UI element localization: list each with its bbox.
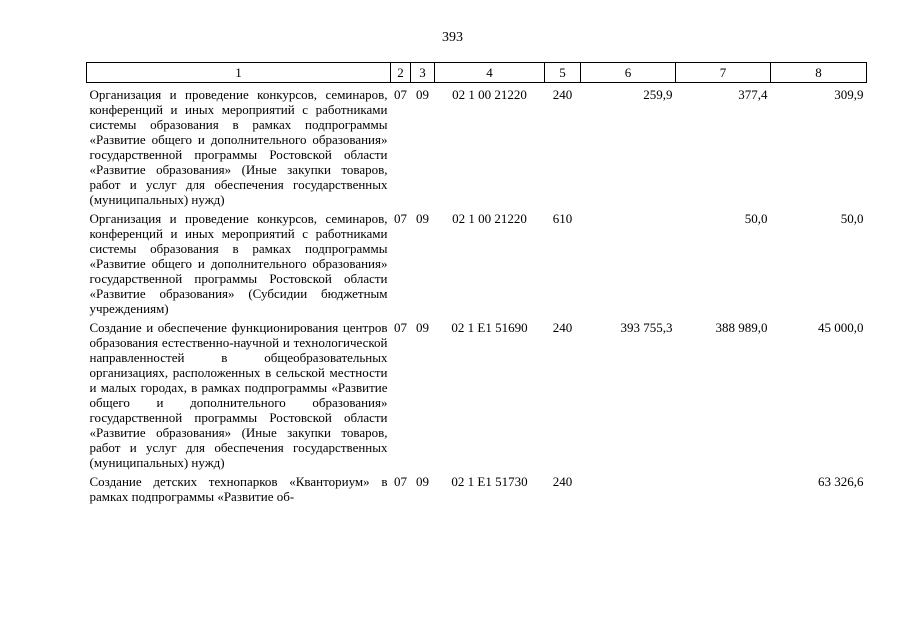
page-number: 393 [442,30,463,45]
table-row [87,316,867,470]
row-expense-type: 240 [552,474,573,489]
row-amount-col8: 63 326,6 [818,474,864,489]
column-header: 7 [676,63,771,83]
row-amount-col8: 45 000,0 [818,320,864,335]
column-header: 4 [435,63,545,83]
row-subsection: 09 [416,211,429,226]
row-amount-col7: 377,4 [738,87,768,102]
row-section: 07 [394,87,407,102]
row-amount-col6 [581,207,676,316]
column-header: 2 [391,63,411,83]
table-row [87,207,867,316]
row-expense-type: 610 [552,211,573,226]
row-target-article: 02 1 E1 51690 [451,320,528,335]
row-target-article: 02 1 E1 51730 [451,474,528,489]
row-subsection: 09 [416,474,429,489]
row-subsection: 09 [416,320,429,335]
budget-table [86,62,867,504]
row-section: 07 [394,211,407,226]
row-amount-col7: 388 989,0 [715,320,768,335]
row-description: Создание и обеспечение функционирования центров образования естественно-научной и технологической направленностей в общеобразовательных организациях, расположенных в сельской местности и малых городах, в рамках подпрограммы «Развитие общего и дополнительного образования» государственной программы Ростовской области «Развитие образования» (Иные закупки товаров, работ и услуг для обеспечения государственных (муниципальных) нужд) [89,320,388,470]
row-amount-col7 [676,470,771,504]
column-header: 6 [581,63,676,83]
row-target-article: 02 1 00 21220 [452,87,527,102]
row-expense-type: 240 [552,87,573,102]
row-amount-col8: 50,0 [840,211,864,226]
row-description: Организация и проведение конкурсов, семинаров, конференций и иных мероприятий с работниками системы образования в рамках подпрограммы «Развитие общего и дополнительного образования» государственной программы Ростовской области «Развитие образования» (Иные закупки товаров, работ и услуг для обеспечения государственных (муниципальных) нужд) [89,87,388,207]
row-amount-col6: 259,9 [643,87,673,102]
row-target-article: 02 1 00 21220 [452,211,527,226]
row-section: 07 [394,320,407,335]
table-row [87,470,867,504]
row-description: Организация и проведение конкурсов, семинаров, конференций и иных мероприятий с работниками системы образования в рамках подпрограммы «Развитие общего и дополнительного образования» государственной программы Ростовской области «Развитие образования» (Субсидии бюджетным учреждениям) [89,211,388,316]
column-header: 5 [545,63,581,83]
row-description: Создание детских технопарков «Кванториум» в рамках подпрограммы «Развитие об- [89,474,388,504]
table-header-row [87,63,867,83]
row-amount-col7: 50,0 [744,211,768,226]
row-amount-col8: 309,9 [834,87,864,102]
row-amount-col6 [581,470,676,504]
column-header: 1 [87,63,391,83]
column-header: 3 [411,63,435,83]
row-section: 07 [394,474,407,489]
table-row [87,83,867,208]
row-expense-type: 240 [552,320,573,335]
column-header: 8 [771,63,867,83]
row-subsection: 09 [416,87,429,102]
row-amount-col6: 393 755,3 [620,320,673,335]
